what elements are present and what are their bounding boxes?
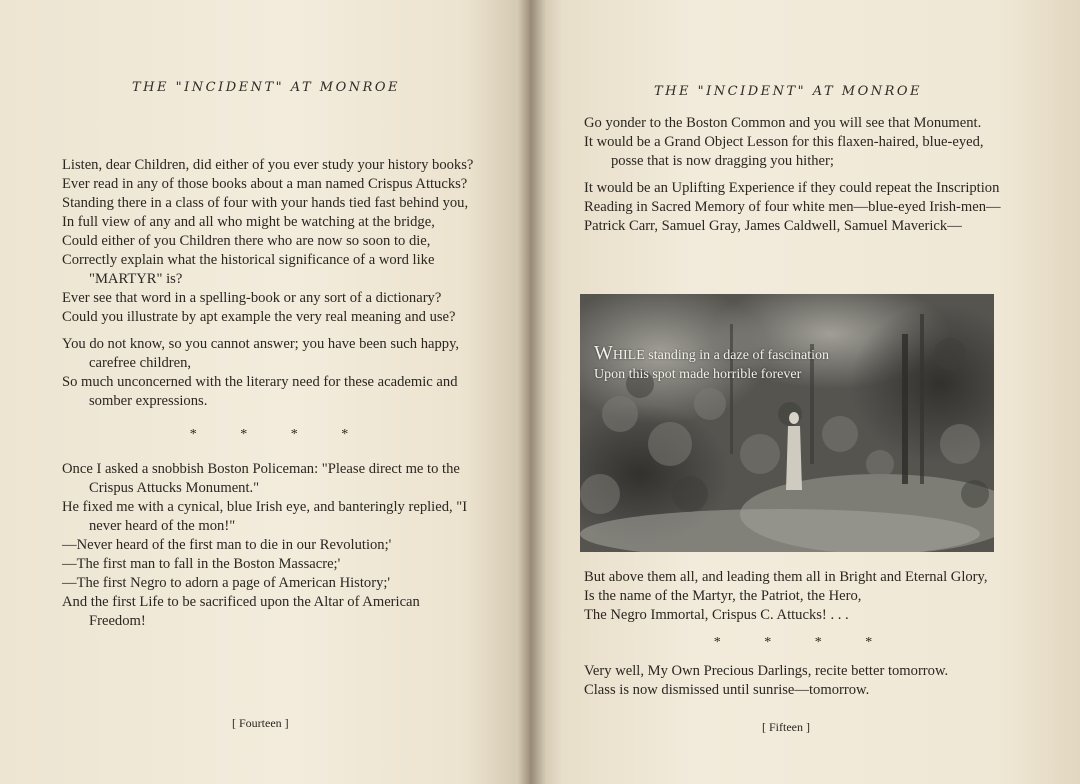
verse-line: In full view of any and all who might be watching at the bridge, (62, 214, 435, 230)
verse-line: Reading in Sacred Memory of four white men—blue-eyed Irish-men— (584, 199, 1001, 215)
right-page-text-bottom (584, 568, 1002, 708)
verse-line: Ever read in any of those books about a man named Crispus Attucks? (62, 176, 468, 192)
verse-line: But above them all, and leading them all in Bright and Eternal Glory, (584, 569, 988, 585)
forest-photograph (580, 294, 994, 552)
verse-line: Class is now dismissed until sunrise—tomorrow. (584, 682, 870, 698)
verse-line: Could either of you Children there who are now so soon to die, (62, 233, 431, 249)
verse-line: Listen, dear Children, did either of you ever study your history books? (62, 157, 474, 173)
verse-line: You do not know, so you cannot answer; you have been such happy, carefree children, (62, 336, 460, 371)
verse-line: Very well, My Own Precious Darlings, recite better tomorrow. (584, 663, 949, 679)
stanza (584, 568, 1002, 625)
verse-line: Patrick Carr, Samuel Gray, James Caldwell, Samuel Maverick— (584, 218, 962, 234)
book-gutter (518, 0, 546, 784)
verse-line: And the first Life to be sacrificed upon the Altar of American Freedom! (62, 594, 420, 629)
section-separator: * * * * (189, 427, 369, 442)
stanza (584, 179, 1002, 236)
stanza (62, 156, 476, 289)
forest-scene-art (580, 294, 994, 552)
section-separator: * * * * (713, 635, 893, 650)
left-page (0, 0, 530, 784)
verse-line: The Negro Immortal, Crispus C. Attucks! . . . (584, 607, 849, 623)
right-page-number: [ Fifteen ] (762, 720, 810, 734)
verse-line: —The first man to fall in the Boston Massacre;' (62, 556, 341, 572)
photo-caption (594, 344, 829, 384)
stanza (584, 662, 1002, 700)
right-running-head: THE "INCIDENT" AT MONROE (654, 84, 923, 99)
verse-line: It would be an Uplifting Experience if they could repeat the Inscription (584, 180, 1000, 196)
verse-line: —Never heard of the first man to die in our Revolution;' (62, 537, 392, 553)
stanza (62, 335, 476, 411)
verse-line: He fixed me with a cynical, blue Irish eye, and banteringly replied, "I never heard of the mon!" (62, 499, 468, 534)
left-page-text (62, 156, 476, 639)
verse-line: Is the name of the Martyr, the Patriot, the Hero, (584, 588, 862, 604)
verse-line: Standing there in a class of four with your hands tied fast behind you, (62, 195, 469, 211)
verse-line: So much unconcerned with the literary need for these academic and somber expressions. (62, 374, 458, 409)
verse-line: Correctly explain what the historical significance of a word like "MARTYR" is? (62, 252, 435, 287)
verse-line: It would be a Grand Object Lesson for this flaxen-haired, blue-eyed, posse that is now dragging you hither; (584, 134, 984, 169)
stanza (62, 460, 476, 631)
left-page-number: [ Fourteen ] (232, 716, 289, 730)
verse-line: —The first Negro to adorn a page of American History;' (62, 575, 391, 591)
verse-line: Go yonder to the Boston Common and you will see that Monument. (584, 115, 982, 131)
verse-line: Ever see that word in a spelling-book or any sort of a dictionary? (62, 290, 442, 306)
stanza (584, 114, 1002, 171)
verse-line: Could you illustrate by apt example the very real meaning and use? (62, 309, 456, 325)
caption-initial: W (594, 342, 613, 364)
stanza (62, 289, 476, 327)
right-page-text-top (584, 114, 1002, 244)
left-running-head: THE "INCIDENT" AT MONROE (132, 80, 401, 95)
caption-line-2: Upon this spot made horrible forever (594, 367, 802, 382)
caption-line-1: HILE standing in a daze of fascination (612, 348, 830, 363)
right-page (530, 0, 1080, 784)
verse-line: Once I asked a snobbish Boston Policeman: "Please direct me to the Crispus Attucks Monument." (62, 461, 460, 496)
